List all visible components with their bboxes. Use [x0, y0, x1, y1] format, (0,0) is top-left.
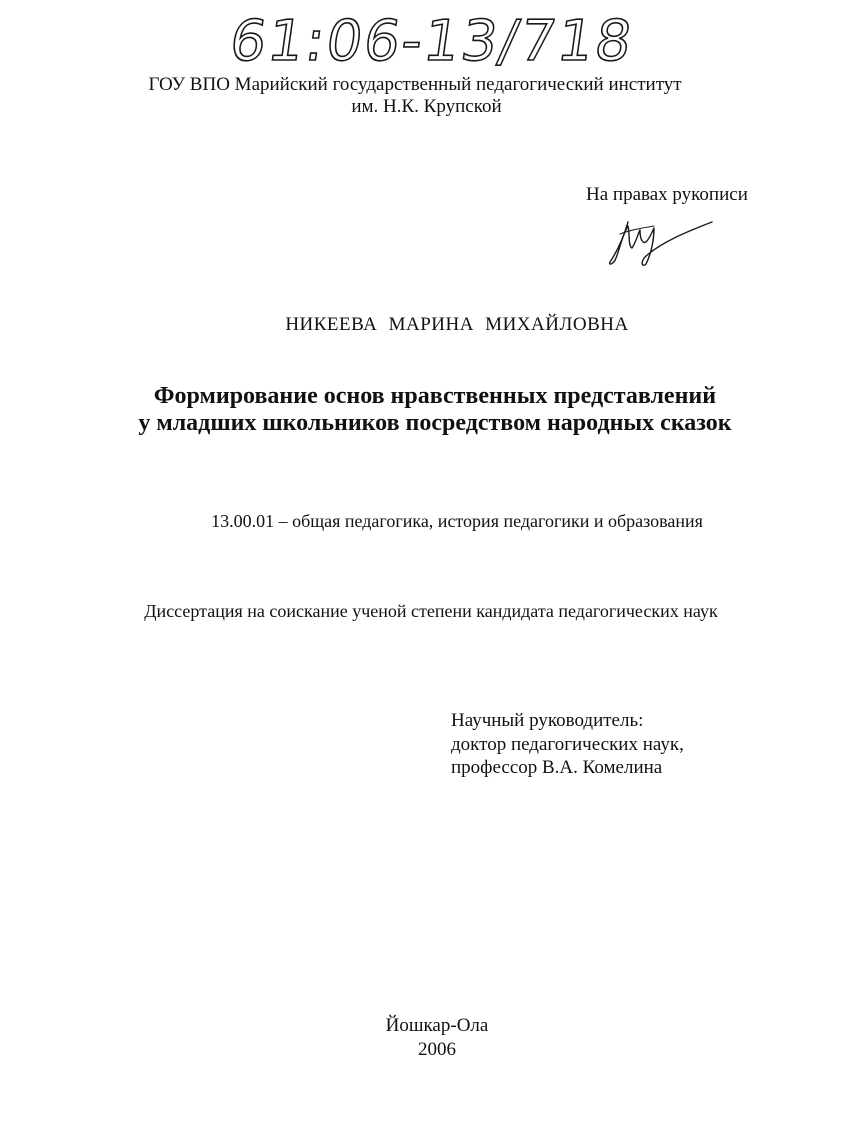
scientific-supervisor — [451, 709, 684, 780]
supervisor-degree: доктор педагогических наук, — [451, 733, 684, 755]
author-name: НИКЕЕВА МАРИНА МИХАЙЛОВНА — [285, 314, 629, 335]
city: Йошкар-Ола — [385, 1015, 489, 1036]
degree-statement: Диссертация на соискание ученой степени кандидата педагогических наук — [144, 601, 718, 621]
year: 2006 — [418, 1039, 456, 1060]
handwritten-archive-number — [225, 2, 638, 74]
institution-named-after: им. Н.К. Крупской — [351, 96, 502, 117]
specialty-code: 13.00.01 – общая педагогика, история педагогики и образования — [211, 511, 703, 531]
handwritten-signature — [606, 212, 716, 268]
supervisor-name: профессор В.А. Комелина — [451, 757, 663, 778]
dissertation-title — [0, 383, 834, 437]
manuscript-rights-note: На правах рукописи — [586, 184, 748, 205]
title-line-1: Формирование основ нравственных представлений — [153, 383, 717, 409]
institution-header — [0, 74, 798, 118]
archive-number-text: 61:06-13/718 — [225, 9, 638, 74]
supervisor-label: Научный руководитель: — [451, 710, 644, 731]
institution-name: ГОУ ВПО Марийский государственный педагогический институт — [148, 74, 682, 95]
title-line-2: у младших школьников посредством народных сказок — [138, 410, 732, 436]
place-and-year — [0, 1014, 836, 1062]
